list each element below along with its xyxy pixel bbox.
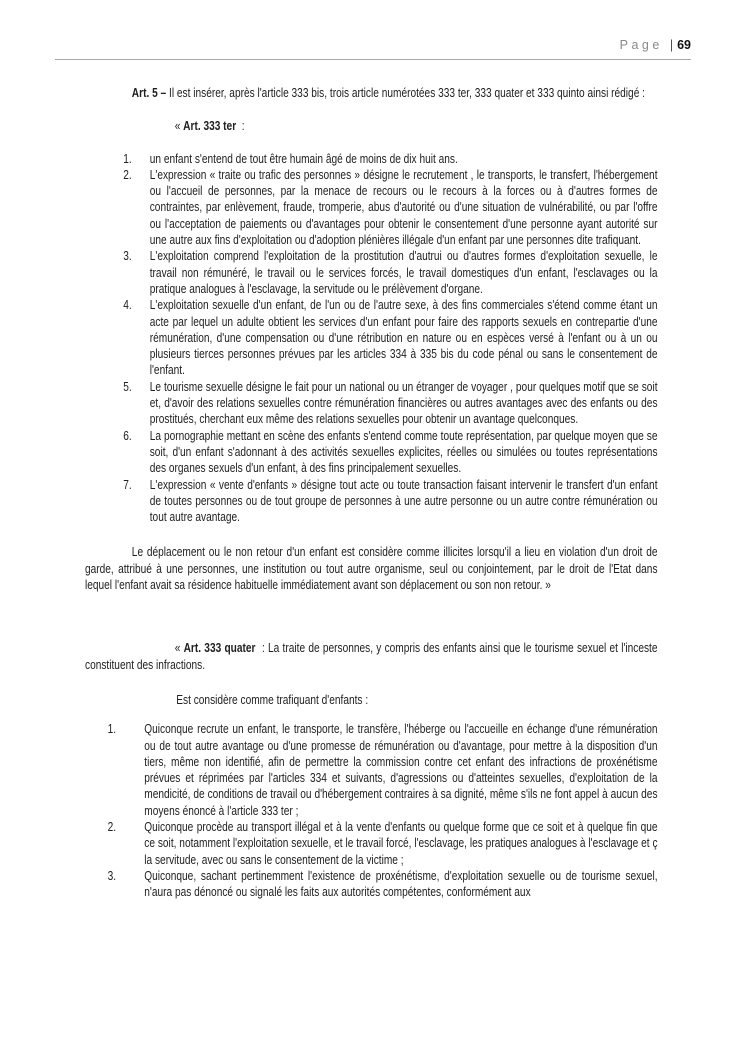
list-item-text: L'exploitation comprend l'exploitation de la prostitution d'autrui ou d'autres formes d'exploitation sexuelle, le travail non rémunéré, le travail ou le services forcés, le travail domestiques d'un enfant, l'esclavages ou la pratique analogues à l'esclavage, la servitude ou le prélèvement d'organe. xyxy=(149,248,658,296)
list-item-text: La pornographie mettant en scène des enfants s'entend comme toute représentation, par quelque moyen que se soit, d'un enfant s'adonnant à des activités sexuelles explicites, réelles ou simulées ou toutes représentations des organes sexuels d'un enfant, à des fins principalement sexuelles. xyxy=(149,427,658,476)
definitions-list xyxy=(85,151,658,526)
trafficking-offenses-list xyxy=(85,721,658,900)
list-item-number: 3. xyxy=(123,248,132,264)
list-item xyxy=(85,819,658,868)
article-333-quater-paragraph xyxy=(85,640,658,673)
list-item-number: 2. xyxy=(107,818,117,834)
list-item-text: L'expression « traite ou trafic des personnes » désigne le recrutement , le transports, le transfert, l'hébergement ou l'accueil de personnes, par la menace de recours ou le recours à la forces ou à d'autres formes de contraintes, par enlèvement, fraude, tromperie, abus d'autorité ou d'une situation de vulnérabilité, ou par l'offre ou l'acceptation de paiements ou d'avantages pour obtenir le consentement d'une personne ayant autorité sur une autre aux fins d'exploitation ou d'adoption plénières illégale d'un enfant par une personnes dite trafiquant. xyxy=(149,166,658,248)
article-333-ter-colon: : xyxy=(241,118,245,134)
article-333-quater-text: : La traite de personnes, y compris des enfants ainsi que le tourisme sexuel et l'inceste constituent des infractions. xyxy=(85,640,658,672)
list-item xyxy=(85,151,658,167)
list-item xyxy=(85,477,658,526)
list-item-number: 1. xyxy=(123,150,132,166)
page-header-separator: | xyxy=(669,38,674,52)
open-quote: « xyxy=(174,118,181,134)
list-item xyxy=(85,297,658,378)
list-item xyxy=(85,428,658,477)
list-item-number: 3. xyxy=(107,867,117,883)
list-item xyxy=(85,248,658,297)
trafficker-intro: Est considère comme trafiquant d'enfants : xyxy=(176,691,369,707)
open-quote: « xyxy=(174,640,181,656)
article-333-ter-label: Art. 333 ter xyxy=(183,118,237,134)
article-333-quater-label: Art. 333 quater xyxy=(183,640,256,656)
article-333-ter-heading xyxy=(175,118,658,134)
list-item xyxy=(85,721,658,819)
list-item-number: 1. xyxy=(107,721,117,737)
article-5-text: Il est insérer, après l'article 333 bis, trois article numérotées 333 ter, 333 quater et 333 quinto ainsi rédigé : xyxy=(169,85,645,100)
list-item-text: L'expression « vente d'enfants » désigne tout acte ou toute transaction faisant intervenir le transfert d'un enfant de toutes personnes ou de tout groupe de personnes à une autre personne ou un autre contre rémunération ou tout autre avantage. xyxy=(149,476,658,525)
list-item-number: 7. xyxy=(123,476,132,492)
list-item xyxy=(85,379,658,428)
list-item xyxy=(85,868,658,901)
document-body xyxy=(85,85,658,900)
article-5-label: Art. 5 – xyxy=(131,85,167,100)
list-item-number: 4. xyxy=(123,297,132,313)
list-item-text: L'exploitation sexuelle d'un enfant, de l'un ou de l'autre sexe, à des fins commerciales s'étend comme étant un acte par lequel un adulte obtient les services d'un enfant pour faire des rapports sexuels en contrepartie d'une rémunération, d'une compensation ou d'une rétribution en nature ou en espèces versé à l'enfant ou à un ou plusieurs tierces personnes prévues par les articles 334 à 335 bis du code pénal ou sans le consentement de l'enfant. xyxy=(149,297,658,378)
list-item-number: 5. xyxy=(123,378,132,394)
article-5-paragraph xyxy=(85,85,658,101)
displacement-paragraph: Le déplacement ou le non retour d'un enfant est considère comme illicites lorsqu'il a lieu en violation d'un droit de garde, attribué à une personnes, une institution ou tout autre organisme, seul ou conjointement, par le droit de l'Etat dans lequel l'enfant avait sa résidence habituelle immédiatement avant son déplacement ou son non retour. » xyxy=(85,544,658,593)
list-item-number: 6. xyxy=(123,427,132,443)
page-header xyxy=(55,38,691,60)
list-item-number: 2. xyxy=(123,166,132,182)
list-item-text: un enfant s'entend de tout être humain âgé de moins de dix huit ans. xyxy=(149,150,458,166)
list-item-text: Quiconque recrute un enfant, le transporte, le transfère, l'héberge ou l'accueille en échange d'une rémunération ou de tout autre avantage ou d'une promesse de rémunération ou d'avantage, pour mettre à la disposition d'un tiers, même non identifié, afin de permettre la commission contre cet enfant des infractions de proxénétisme prévues et réprimées par l'articles 334 et suivants, d'agressions ou d'atteintes sexuelles, d'exploitation de la mendicité, de conditions de travail ou d'hébergement contraires à sa dignité, même s'ils ne font appel à aucun des moyens énoncé à l'article 333 ter ; xyxy=(144,721,658,818)
list-item xyxy=(85,167,658,248)
list-item-text: Le tourisme sexuelle désigne le fait pour un national ou un étranger de voyager , pour quelques motif que se soit et, d'avoir des relations sexuelles contre rémunération financières ou autres avantages avec des enfants ou des prostitués, cherchant eux même des relations sexuelles pour obtenir un avantage quelconques. xyxy=(149,378,658,427)
list-item-text: Quiconque procède au transport illégal et à la vente d'enfants ou quelque forme que ce soit et à quelque fin que ce soit, notamment l'exploitation sexuelle, et le travail forcé, l'esclavage, les pratiques analogues à l'esclavage et ç la servitude, avec ou sans le consentement de la victime ; xyxy=(144,818,658,867)
list-item-text: Quiconque, sachant pertinemment l'existence de proxénétisme, d'exploitation sexuelle ou de tourisme sexuel, n'aura pas dénoncé ou signalé les faits aux autorités compétentes, conformément aux xyxy=(144,867,658,900)
page-number: 69 xyxy=(677,38,691,52)
page-header-word: Page xyxy=(619,38,663,52)
